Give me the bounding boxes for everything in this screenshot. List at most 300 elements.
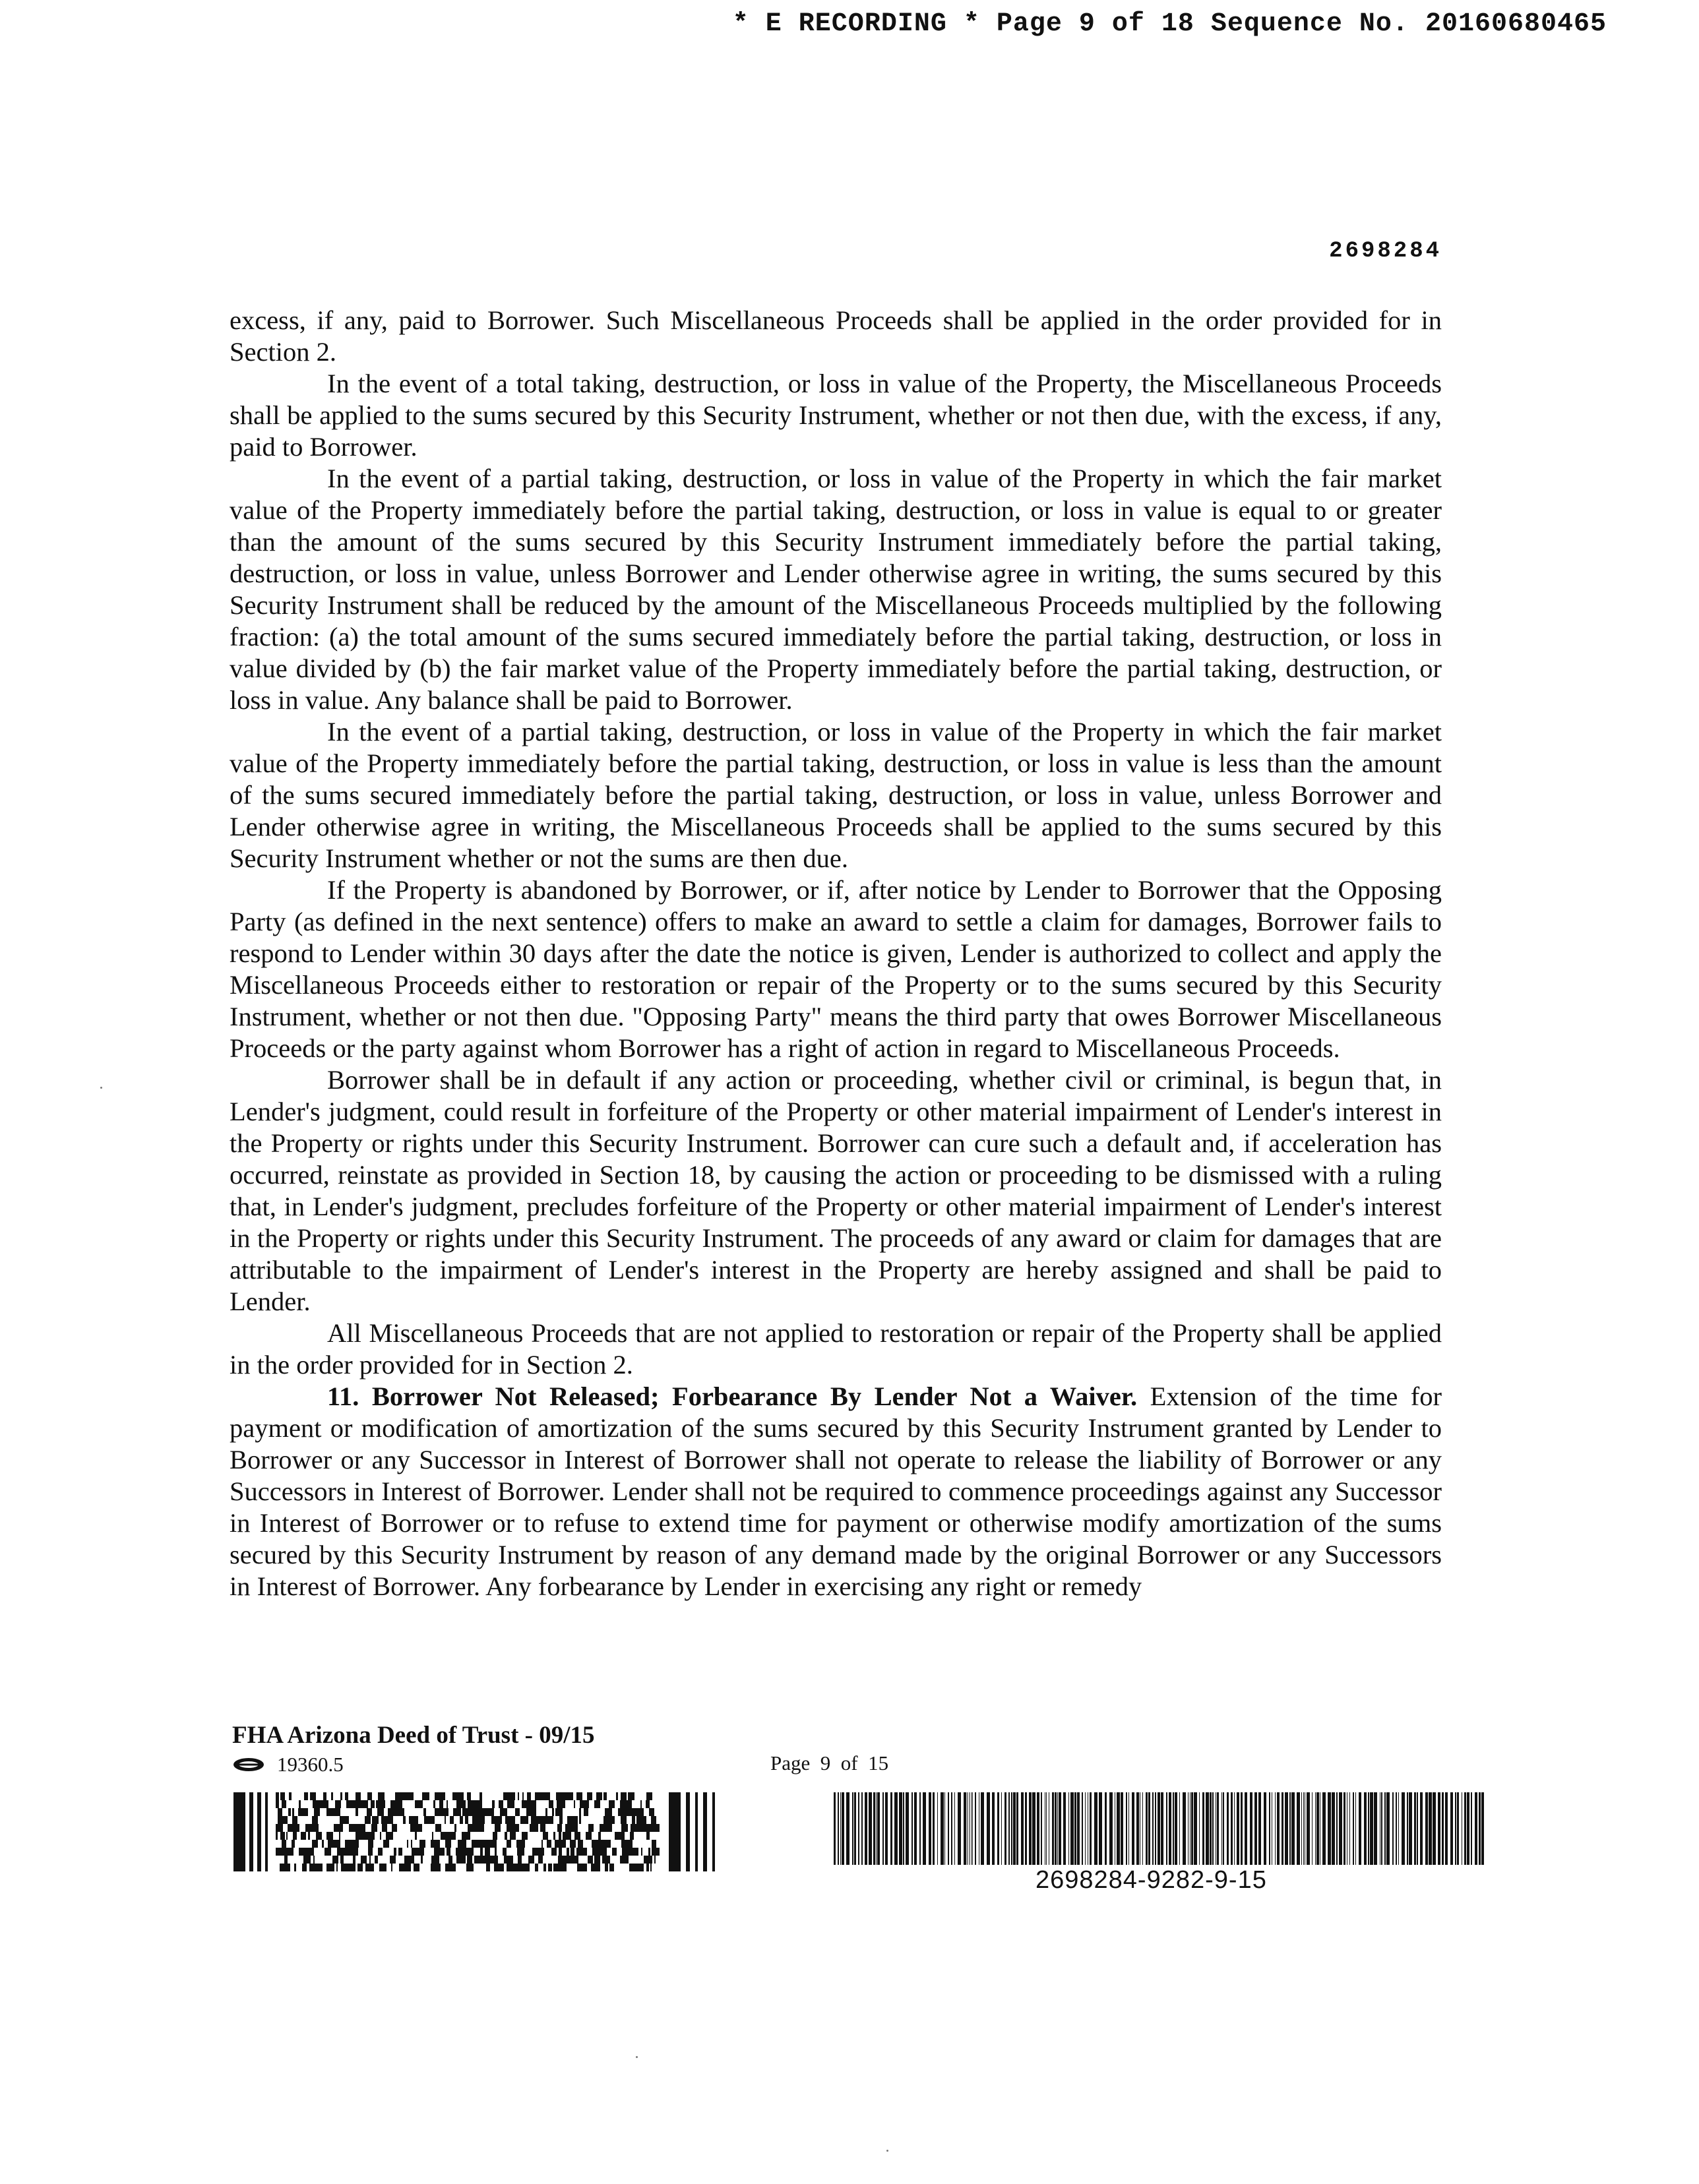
barcode-module — [625, 1848, 627, 1856]
barcode-bar — [1429, 1792, 1432, 1865]
barcode-module — [570, 1856, 575, 1864]
barcode-bar — [944, 1792, 945, 1865]
barcode-module — [592, 1840, 595, 1848]
barcode-bar — [933, 1792, 935, 1865]
barcode-module — [276, 1792, 279, 1800]
barcode-bar — [954, 1792, 955, 1865]
barcode-module — [331, 1792, 333, 1800]
barcode-module — [383, 1840, 386, 1848]
barcode-module — [559, 1848, 562, 1856]
barcode-module — [518, 1792, 519, 1800]
barcode-module — [337, 1800, 341, 1808]
barcode-module — [477, 1816, 478, 1824]
barcode-bar — [1175, 1792, 1177, 1865]
barcode-module — [301, 1808, 302, 1816]
barcode-module — [329, 1832, 333, 1840]
barcode-module — [621, 1832, 625, 1840]
barcode-module — [603, 1816, 608, 1824]
barcode-module — [338, 1840, 340, 1848]
barcode-module — [460, 1800, 466, 1808]
barcode-bar — [1004, 1792, 1006, 1865]
barcode-bar — [1037, 1792, 1039, 1865]
barcode-module — [381, 1864, 385, 1871]
barcode-module — [512, 1832, 516, 1840]
barcode-module — [276, 1800, 279, 1808]
barcode-module — [608, 1824, 609, 1832]
barcode-module — [608, 1816, 612, 1824]
barcode-module — [646, 1864, 649, 1871]
barcode-module — [289, 1792, 292, 1800]
barcode-module — [352, 1848, 354, 1856]
barcode-bar — [1231, 1792, 1233, 1865]
barcode-module — [655, 1824, 660, 1832]
barcode-module — [596, 1792, 602, 1800]
barcode-module — [276, 1848, 278, 1856]
barcode-module — [304, 1792, 308, 1800]
barcode-bar — [858, 1792, 859, 1865]
barcode-module — [480, 1848, 483, 1856]
barcode-module — [398, 1848, 400, 1856]
barcode-bar — [1353, 1792, 1354, 1865]
barcode-module — [569, 1816, 574, 1824]
barcode-bar — [1438, 1792, 1440, 1865]
barcode-bar — [834, 1792, 836, 1865]
barcode-module — [557, 1800, 562, 1808]
barcode-module — [595, 1840, 598, 1848]
barcode-bar — [854, 1792, 856, 1865]
barcode-module — [459, 1808, 461, 1816]
barcode-module — [476, 1824, 479, 1832]
barcode-module — [567, 1832, 571, 1840]
barcode-module — [443, 1848, 445, 1856]
barcode-bar — [1223, 1792, 1224, 1865]
barcode-module — [430, 1816, 435, 1824]
barcode-module — [620, 1856, 625, 1864]
barcode-module — [581, 1800, 584, 1808]
barcode-module — [280, 1832, 285, 1840]
barcode-module — [565, 1792, 569, 1800]
barcode-bar — [1479, 1792, 1481, 1865]
barcode-module — [448, 1856, 450, 1864]
barcode-bar — [1402, 1792, 1405, 1865]
barcode-module — [303, 1808, 308, 1816]
barcode-bar — [1467, 1792, 1469, 1865]
barcode-module — [646, 1800, 648, 1808]
barcode-module — [516, 1840, 518, 1848]
barcode-module — [500, 1864, 504, 1871]
barcode-module — [510, 1800, 514, 1808]
barcode-module — [616, 1792, 618, 1800]
barcode-module — [336, 1864, 338, 1871]
barcode-module — [310, 1792, 316, 1800]
barcode-module — [317, 1824, 319, 1832]
barcode-bar — [1008, 1792, 1010, 1865]
barcode-module — [435, 1808, 436, 1816]
paragraph-partial-taking-greater: In the event of a partial taking, destruction, or loss in value of the Property in which the fair market value of the Property immediately before the partial taking, destruction, or loss in value is equal to or greater than the amount of the sums secured by this Security Instrument immediately before the partial taking, destruction, or loss in value, unless Borrower and Lender otherwise agree in writing, the sums secured by this Security Instrument shall be reduced by the amount of the Miscellaneous Proceeds multiplied by the following fraction: (a) the total amount of the sums secured immediately before the partial taking, destruction, or loss in value divided by (b) the fair market value of the Property immediately before the partial taking, destruction, or loss in value. Any balance shall be paid to Borrower. — [230, 464, 1442, 715]
barcode-module — [579, 1848, 582, 1856]
barcode-bar — [1277, 1792, 1280, 1865]
barcode-module — [620, 1800, 623, 1808]
barcode-module — [410, 1856, 414, 1864]
barcode-module — [386, 1816, 388, 1824]
barcode-module — [563, 1856, 565, 1864]
barcode-module — [334, 1808, 340, 1816]
barcode-module — [588, 1824, 594, 1832]
barcode-module — [458, 1840, 462, 1848]
barcode-module — [417, 1848, 422, 1856]
barcode-module — [385, 1864, 386, 1871]
paragraph-not-applied-proceeds: All Miscellaneous Proceeds that are not applied to restoration or repair of the Property shall be applied in the order provided for in Section 2. — [230, 1318, 1442, 1380]
barcode-module — [436, 1792, 439, 1800]
barcode-module — [507, 1800, 510, 1808]
barcode-module — [488, 1864, 490, 1871]
barcode-module — [423, 1808, 426, 1816]
barcode-module — [495, 1824, 501, 1832]
barcode-bar — [958, 1792, 961, 1865]
barcode-module — [555, 1808, 559, 1816]
barcode-module — [358, 1824, 359, 1832]
barcode-module — [276, 1824, 282, 1832]
barcode-module — [517, 1848, 522, 1856]
barcode-module — [409, 1792, 414, 1800]
barcode-module — [369, 1856, 371, 1864]
barcode-module — [594, 1800, 600, 1808]
barcode-module — [486, 1864, 488, 1871]
barcode-module — [535, 1792, 536, 1800]
barcode-bar — [964, 1792, 966, 1865]
barcode-bar — [876, 1792, 877, 1865]
barcode-module — [594, 1856, 600, 1864]
barcode-bar — [873, 1792, 875, 1865]
barcode-bar — [1297, 1792, 1300, 1865]
barcode-module — [309, 1856, 311, 1864]
barcode-module — [339, 1832, 340, 1840]
barcode-bar — [1291, 1792, 1295, 1865]
barcode-module — [629, 1840, 633, 1848]
barcode-module — [551, 1816, 553, 1824]
barcode-module — [518, 1856, 522, 1864]
barcode-module — [410, 1824, 416, 1832]
barcode-bar — [861, 1792, 863, 1865]
barcode-module — [623, 1808, 629, 1816]
paragraph-default-action: Borrower shall be in default if any action or proceeding, whether civil or criminal, is begun that, in Lender's judgment, could result in forfeiture of the Property or other material impairment of Lender's interest in the Property or rights under this Security Instrument. Borrower can cure such a default and, if acceleration has occurred, reinstate as provided in Section 18, by causing the action or proceeding to be dismissed with a ruling that, in Lender's judgment, precludes forfeiture of the Property or other material impairment of Lender's interest in the Property or rights under this Security Instrument. The proceeds of any award or claim for damages that are attributable to the impairment of Lender's interest in the Property are hereby assigned and shall be paid to Lender. — [230, 1065, 1442, 1316]
barcode-module — [629, 1864, 631, 1871]
barcode-bar — [969, 1792, 970, 1865]
barcode-bar — [1094, 1792, 1097, 1865]
barcode-module — [633, 1808, 637, 1816]
barcode-module — [526, 1808, 528, 1816]
barcode-module — [399, 1864, 403, 1871]
barcode-bar — [906, 1792, 909, 1865]
barcode-bar — [1445, 1792, 1448, 1865]
barcode-bar — [1188, 1792, 1189, 1865]
barcode-module — [511, 1824, 516, 1832]
barcode-bar — [869, 1792, 872, 1865]
barcode-module — [581, 1864, 587, 1871]
barcode-module — [343, 1848, 348, 1856]
barcode-module — [284, 1856, 286, 1864]
barcode-module — [621, 1840, 624, 1848]
barcode-module — [312, 1816, 317, 1824]
barcode-module — [466, 1864, 472, 1871]
barcode-module — [628, 1792, 630, 1800]
barcode-module — [309, 1864, 314, 1871]
barcode-module — [591, 1856, 593, 1864]
barcode-module — [284, 1792, 285, 1800]
barcode-module — [303, 1848, 306, 1856]
barcode-bar — [1179, 1792, 1180, 1865]
barcode-module — [422, 1792, 427, 1800]
barcode-module — [386, 1832, 392, 1840]
barcode-module — [575, 1856, 578, 1864]
barcode-bar — [1016, 1792, 1018, 1865]
barcode-module — [372, 1816, 375, 1824]
barcode-module — [282, 1824, 283, 1832]
barcode-module — [379, 1864, 381, 1871]
barcode-module — [574, 1816, 576, 1824]
barcode-bar — [852, 1792, 853, 1865]
barcode-bar — [1152, 1792, 1154, 1865]
barcode-module — [437, 1824, 441, 1832]
barcode-module — [453, 1808, 459, 1816]
barcode-module — [284, 1848, 288, 1856]
barcode-module — [435, 1792, 436, 1800]
barcode-module — [637, 1808, 642, 1816]
barcode-module — [282, 1816, 288, 1824]
barcode-module — [574, 1800, 575, 1808]
barcode-bar — [1055, 1792, 1057, 1865]
barcode-bar — [1344, 1792, 1345, 1865]
barcode-module — [503, 1792, 505, 1800]
barcode-module — [349, 1824, 352, 1832]
barcode-module — [479, 1792, 482, 1800]
barcode-module — [357, 1800, 360, 1808]
barcode-bar — [899, 1792, 902, 1865]
barcode-module — [621, 1824, 627, 1832]
barcode-module — [450, 1816, 454, 1824]
barcode-module — [627, 1824, 628, 1832]
barcode-module — [629, 1800, 632, 1808]
barcode-module — [510, 1832, 512, 1840]
barcode-bar — [1166, 1792, 1167, 1865]
barcode-bar — [1121, 1792, 1123, 1865]
barcode-bar — [1471, 1792, 1472, 1865]
barcode-module — [555, 1840, 561, 1848]
barcode-module — [486, 1808, 489, 1816]
barcode-module — [330, 1848, 331, 1856]
barcode-module — [495, 1856, 498, 1864]
barcode-bar — [1032, 1792, 1035, 1865]
barcode-module — [380, 1832, 381, 1840]
barcode-module — [576, 1848, 579, 1856]
paragraph-partial-taking-less: In the event of a partial taking, destruction, or loss in value of the Property in which the fair market value of the Property immediately before the partial taking, destruction, or loss in value is less than the amount of the sums secured immediately before the partial taking, destruction, or loss in value, unless Borrower and Lender otherwise agree in writing, the Miscellaneous Proceeds shall be applied to the sums secured by this Security Instrument whether or not the sums are then due. — [230, 717, 1442, 873]
barcode-bar — [1210, 1792, 1212, 1865]
barcode-module — [522, 1848, 524, 1856]
barcode-module — [640, 1824, 645, 1832]
barcode-bar — [1254, 1792, 1257, 1865]
barcode-module — [622, 1848, 625, 1856]
barcode-bar — [972, 1792, 973, 1865]
barcode-module — [630, 1808, 633, 1816]
barcode-bar — [1332, 1792, 1335, 1865]
barcode-module — [371, 1800, 375, 1808]
barcode-module — [286, 1856, 288, 1864]
barcode-module — [312, 1840, 313, 1848]
barcode-module — [278, 1816, 282, 1824]
barcode-module — [417, 1800, 423, 1808]
barcode-module — [324, 1848, 326, 1856]
barcode-bar — [1364, 1792, 1367, 1865]
barcode-module — [541, 1792, 547, 1800]
barcode-module — [630, 1832, 634, 1840]
barcode-bar — [1132, 1792, 1134, 1865]
barcode-module — [541, 1856, 543, 1864]
barcode-bar — [846, 1792, 850, 1865]
barcode-module — [398, 1808, 403, 1816]
barcode-bar — [1282, 1792, 1283, 1865]
barcode-module — [640, 1800, 642, 1808]
barcode-module — [306, 1848, 308, 1856]
barcode-module — [523, 1832, 528, 1840]
barcode-module — [456, 1848, 462, 1856]
barcode-module — [638, 1816, 644, 1824]
barcode-bar — [914, 1792, 917, 1865]
barcode-module — [368, 1848, 373, 1856]
barcode-bar — [1136, 1792, 1139, 1865]
barcode-module — [467, 1792, 471, 1800]
document-body — [230, 305, 1442, 1602]
barcode-module — [431, 1864, 435, 1871]
barcode-module — [526, 1816, 528, 1824]
barcode-module — [505, 1816, 507, 1824]
barcode-module — [313, 1840, 318, 1848]
barcode-bar — [1275, 1792, 1276, 1865]
barcode-bar — [1481, 1792, 1484, 1865]
barcode-module — [403, 1816, 406, 1824]
barcode-module — [340, 1816, 343, 1824]
barcode-bar — [1128, 1792, 1129, 1865]
barcode-module — [584, 1800, 586, 1808]
barcode-module — [483, 1840, 487, 1848]
barcode-module — [468, 1824, 470, 1832]
barcode-module — [462, 1840, 466, 1848]
barcode-bar — [1090, 1792, 1092, 1865]
barcode-module — [376, 1800, 381, 1808]
barcode-bar — [1464, 1792, 1466, 1865]
barcode-module — [510, 1864, 516, 1871]
barcode-module — [494, 1864, 500, 1871]
barcode-bar — [1386, 1792, 1390, 1865]
barcode-bar — [1336, 1792, 1338, 1865]
barcode-module — [553, 1864, 557, 1871]
barcode-bar — [1301, 1792, 1302, 1865]
barcode-module — [386, 1840, 389, 1848]
barcode-bar — [1109, 1792, 1113, 1865]
barcode-module — [479, 1856, 484, 1864]
barcode-bar — [1396, 1792, 1397, 1865]
barcode-module — [501, 1808, 507, 1816]
page-indicator: Page 9 of 15 — [770, 1751, 889, 1774]
barcode-module — [636, 1824, 640, 1832]
barcode-bar — [1029, 1792, 1032, 1865]
barcode-bar — [1303, 1792, 1304, 1865]
barcode-module — [390, 1800, 394, 1808]
barcode-module — [605, 1808, 609, 1816]
barcode-module — [365, 1816, 371, 1824]
barcode-bar — [1085, 1792, 1086, 1865]
barcode-module — [323, 1792, 326, 1800]
barcode-module — [424, 1816, 429, 1824]
barcode-module — [516, 1864, 518, 1871]
barcode-module — [365, 1864, 369, 1871]
paragraph-continuation: excess, if any, paid to Borrower. Such Miscellaneous Proceeds shall be applied in the order provided for in Section 2. — [230, 305, 1442, 367]
barcode-module — [580, 1800, 581, 1808]
barcode-module — [602, 1848, 607, 1856]
barcode-module — [500, 1808, 501, 1816]
barcode-module — [393, 1808, 398, 1816]
barcode-module — [639, 1864, 644, 1871]
barcode-module — [576, 1792, 582, 1800]
barcode-module — [454, 1824, 456, 1832]
barcode-module — [535, 1864, 538, 1871]
barcode-module — [395, 1792, 398, 1800]
barcode-bar — [1183, 1792, 1186, 1865]
barcode-module — [380, 1808, 384, 1816]
barcode-module — [419, 1840, 425, 1848]
barcode-module — [443, 1792, 445, 1800]
barcode-module — [412, 1848, 417, 1856]
barcode-module — [470, 1824, 474, 1832]
barcode-module — [545, 1808, 547, 1816]
barcode-module — [338, 1824, 343, 1832]
barcode-module — [313, 1800, 317, 1808]
barcode-module — [317, 1800, 319, 1808]
barcode-module — [499, 1800, 503, 1808]
barcode-module — [305, 1824, 309, 1832]
barcode-bar — [1041, 1792, 1042, 1865]
barcode-module — [592, 1848, 596, 1856]
barcode-module — [563, 1832, 565, 1840]
barcode-module — [520, 1816, 526, 1824]
barcode-module — [357, 1864, 361, 1871]
barcode-module — [450, 1832, 453, 1840]
barcode-module — [546, 1816, 551, 1824]
barcode-module — [524, 1800, 528, 1808]
barcode-module — [462, 1792, 464, 1800]
barcode-module — [422, 1848, 424, 1856]
barcode-bar — [882, 1792, 884, 1865]
barcode-module — [278, 1848, 284, 1856]
barcode-module — [476, 1808, 480, 1816]
barcode-module — [416, 1824, 419, 1832]
barcode-module — [570, 1840, 573, 1848]
barcode-module — [539, 1848, 544, 1856]
barcode-module — [381, 1816, 386, 1824]
barcode-bar — [1052, 1792, 1054, 1865]
barcode-bar — [1082, 1792, 1083, 1865]
barcode-module — [300, 1848, 303, 1856]
barcode-module — [534, 1816, 537, 1824]
barcode-bar — [894, 1792, 898, 1865]
barcode-bar — [1384, 1792, 1386, 1865]
barcode-module — [522, 1832, 523, 1840]
barcode-module — [629, 1808, 630, 1816]
barcode-bar — [1001, 1792, 1002, 1865]
barcode-module — [564, 1800, 565, 1808]
barcode-bar — [1146, 1792, 1148, 1865]
barcode-module — [559, 1832, 561, 1840]
barcode-module — [438, 1864, 441, 1871]
